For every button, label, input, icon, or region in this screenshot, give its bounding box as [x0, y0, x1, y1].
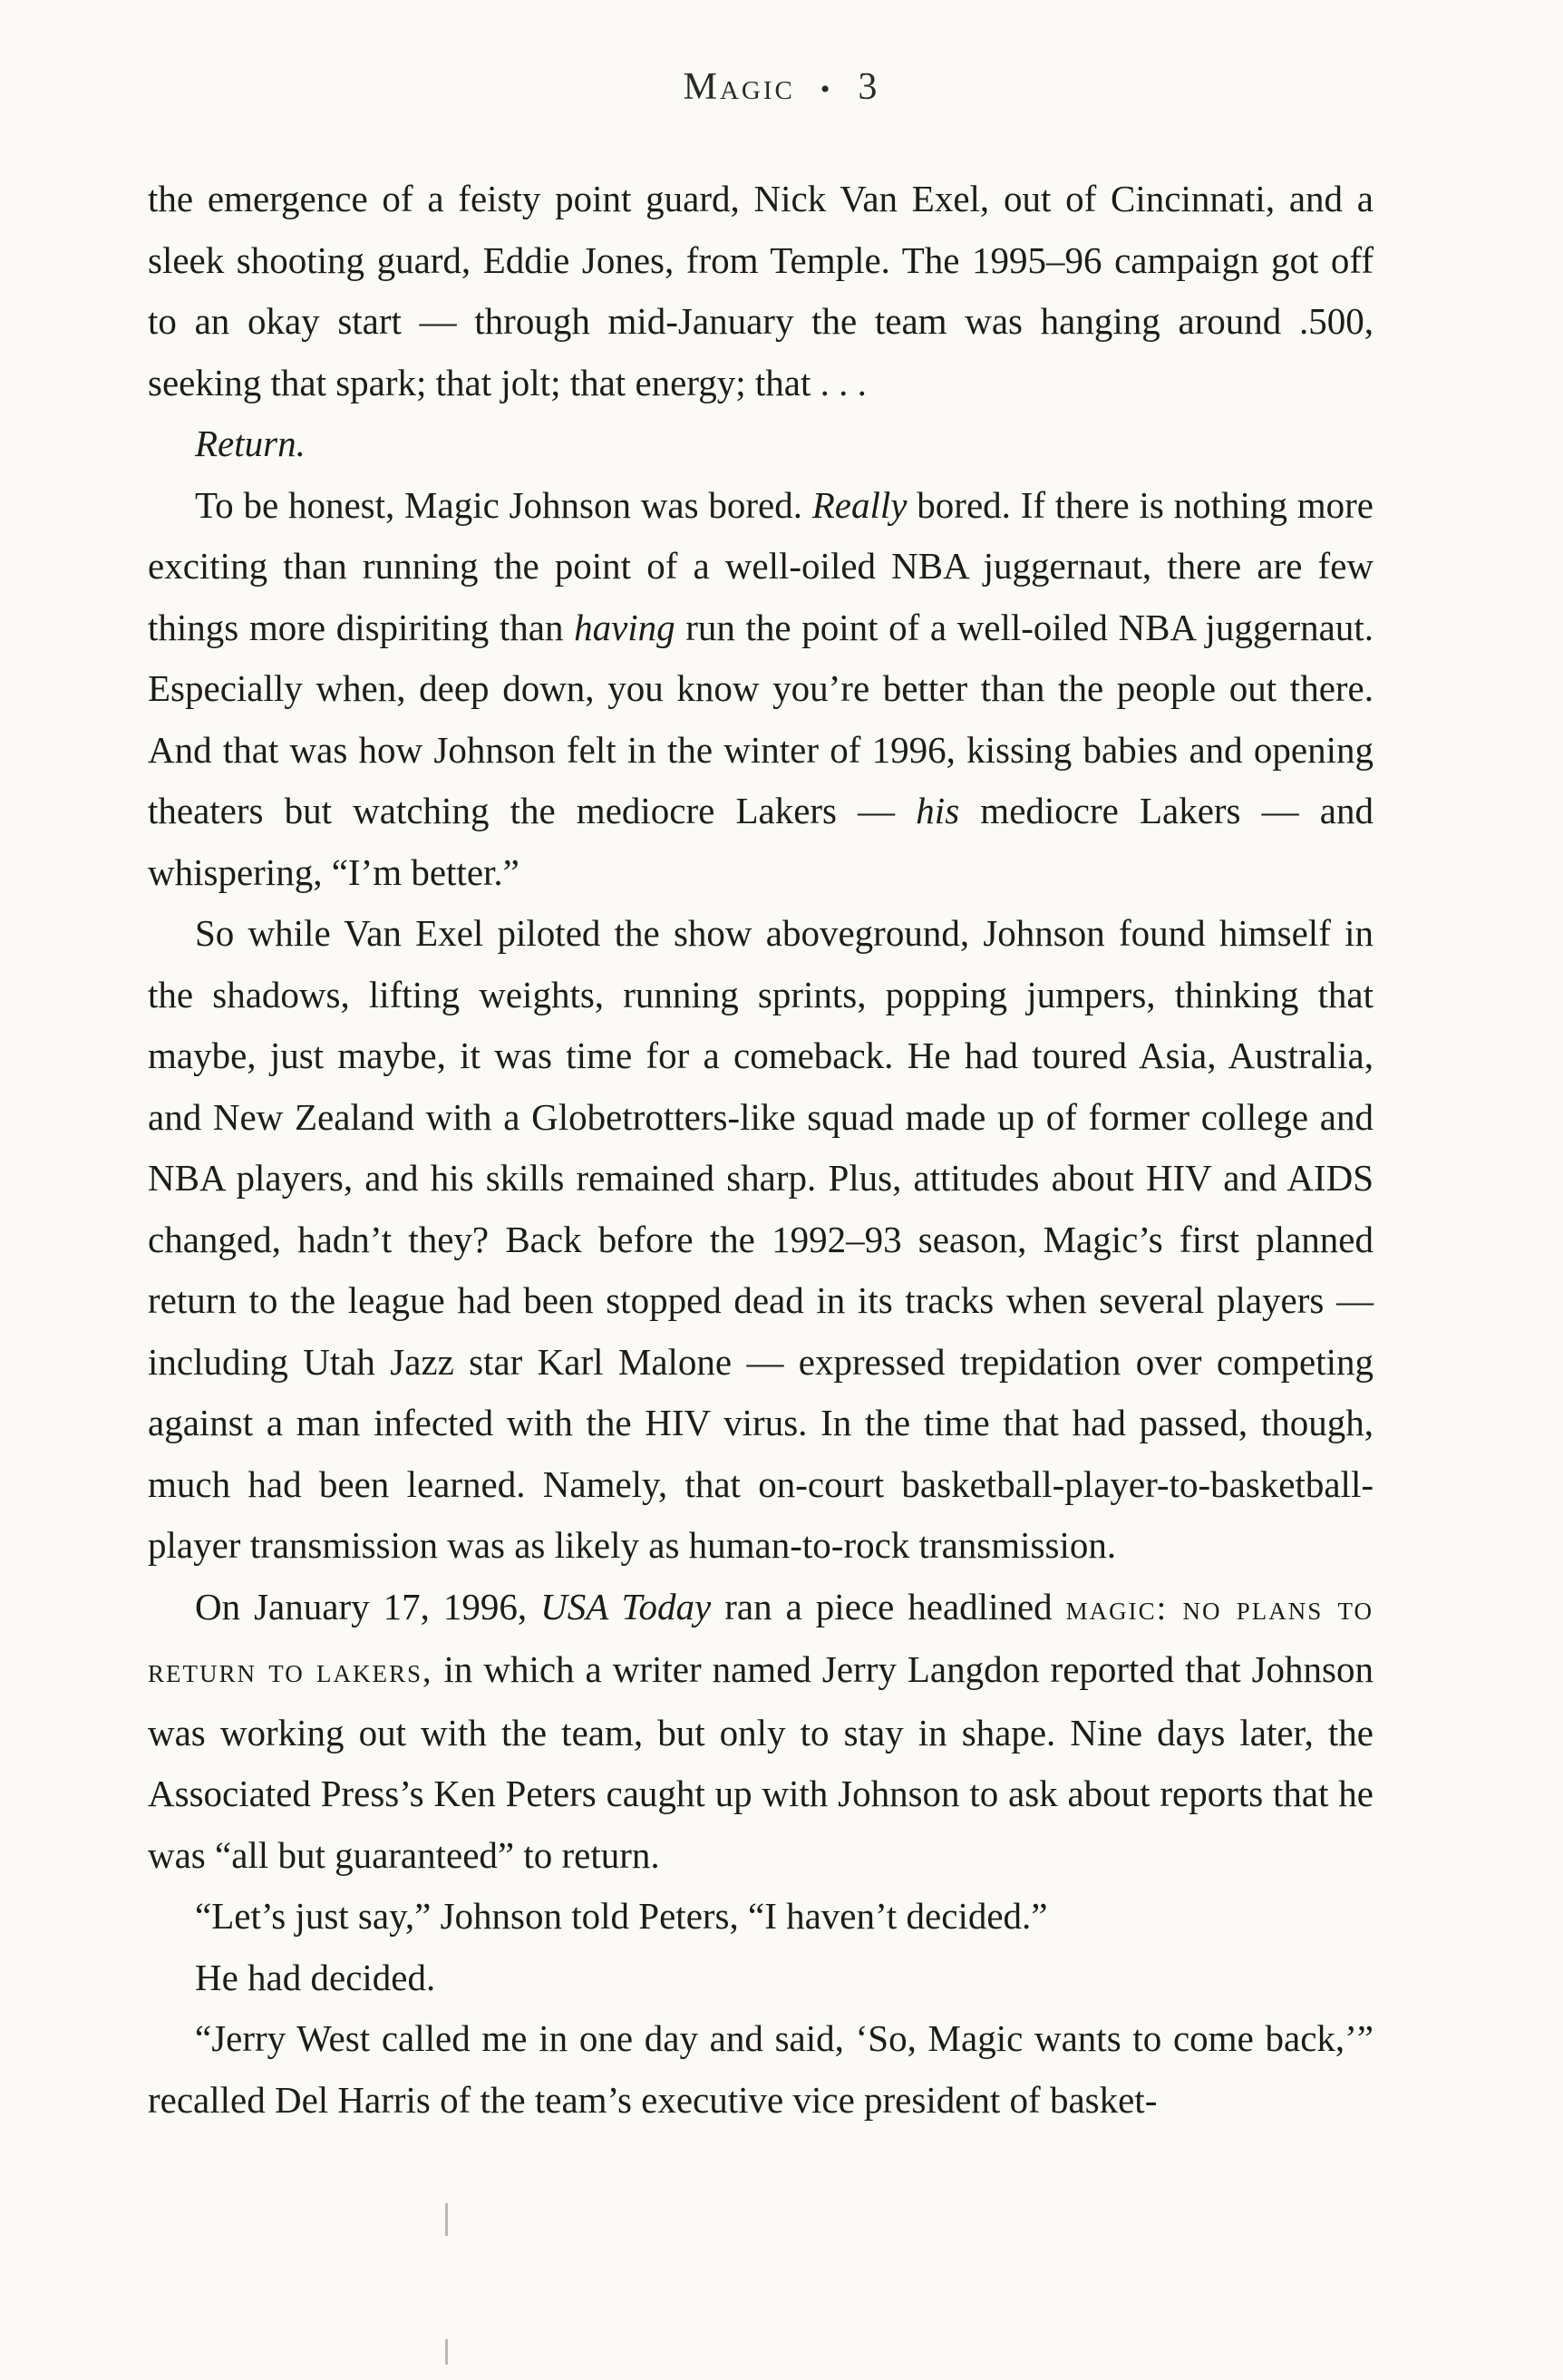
p5-text-e: in which a writer named Jerry Langdon reported that Johnson was working out with the team, but only to stay in shape. Nine days later, the Associated Press’s Ken Peters caught up with Johnson to ask about reports that he was “all but guaranteed” to return.: [148, 1648, 1374, 1876]
p3-text-e: run the point of a well-oiled NBA juggernaut. Especially when, deep down, you know you’re better than the people out there. And that was how Johnson felt in the winter of 1996, kissing babies and opening theaters but watching the mediocre Lakers —: [148, 606, 1374, 831]
body-text: [148, 169, 1374, 2131]
paragraph-6: “Let’s just say,” Johnson told Peters, “I haven’t decided.”: [195, 1895, 1048, 1937]
scan-mark: [445, 2339, 448, 2365]
paragraph-5: [148, 1577, 1374, 1887]
p5-headline-smallcaps: magic: no plans to return to lakers,: [148, 1588, 1374, 1690]
paragraph-4: So while Van Exel piloted the show aboveground, Johnson found himself in the shadows, lifting weights, running sprints, popping jumpers, thinking that maybe, just maybe, it was time for a comeback. He had toured Asia, Australia, and New Zealand with a Globetrotters-like squad made up of former college and NBA players, and his skills remained sharp. Plus, attitudes about HIV and AIDS changed, hadn’t they? Back before the 1992–93 season, Magic’s first planned return to the league had been stopped dead in its tracks when several players — including Utah Jazz star Karl Malone — expressed trepidation over competing against a man infected with the HIV virus. In the time that had passed, though, much had been learned. Namely, that on-court basketball-player-to-basketball-player transmission was as likely as human-to-rock transmission.: [148, 912, 1374, 1566]
paragraph-7: He had decided.: [195, 1956, 436, 1998]
p5-text-c: ran a piece headlined: [724, 1585, 1053, 1627]
p3-text-a: To be honest, Magic Johnson was bored.: [195, 483, 802, 526]
separator-dot: •: [820, 74, 833, 105]
page-number: 3: [858, 66, 880, 108]
p5-text-a: On January 17, 1996,: [195, 1585, 528, 1627]
running-head: [0, 65, 1563, 109]
return-emphasis: Return.: [195, 423, 306, 464]
p3-text-c: bored. If there is nothing more exciting than running the point of a well-oiled NBA juggernaut, there are few things more dispiriting than: [148, 483, 1374, 648]
paragraph-3: [148, 475, 1374, 904]
running-title: Magic: [683, 66, 795, 108]
p3-emphasis-his: his: [916, 790, 960, 831]
p5-emphasis-usa-today: USA Today: [540, 1585, 712, 1627]
paragraph-1: the emergence of a feisty point guard, Nick Van Exel, out of Cincinnati, and a sleek shooting guard, Eddie Jones, from Temple. The 1995–96 campaign got off to an okay start — through mid-January the team was hanging around .500, seeking that spark; that jolt; that energy; that . . .: [148, 178, 1374, 403]
p3-text-g: mediocre Lakers — and whispering, “I’m better.”: [148, 790, 1374, 893]
scan-mark: [445, 2203, 448, 2236]
p3-emphasis-really: Really: [811, 483, 908, 526]
paragraph-2: [148, 413, 1374, 475]
paragraph-8: “Jerry West called me in one day and said, ‘So, Magic wants to come back,’” recalled Del Harris of the team’s executive vice president of basket-: [148, 2017, 1374, 2121]
p3-emphasis-having: having: [574, 606, 675, 648]
